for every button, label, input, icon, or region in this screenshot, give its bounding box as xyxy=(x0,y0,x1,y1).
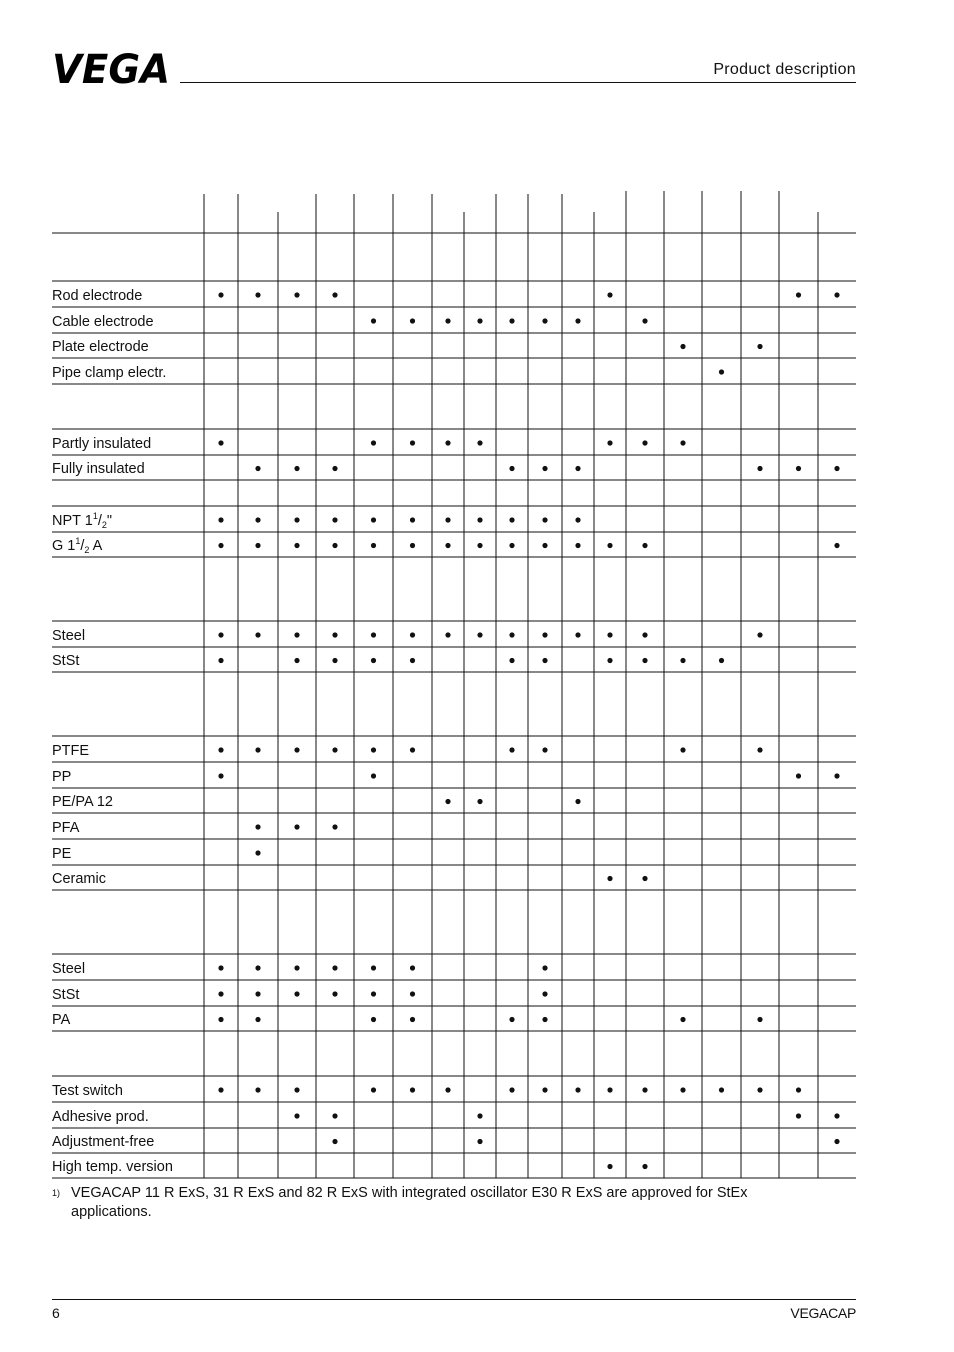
table-mark-dot xyxy=(218,440,223,445)
table-mark-dot xyxy=(542,632,547,637)
table-mark-dot xyxy=(509,658,514,663)
table-mark-dot xyxy=(575,466,580,471)
row-label: PE xyxy=(52,846,72,862)
table-mark-dot xyxy=(371,658,376,663)
table-mark-dot xyxy=(410,318,415,323)
table-mark-dot xyxy=(542,991,547,996)
row-label: Plate electrode xyxy=(52,339,149,355)
row-label: Cable electrode xyxy=(52,314,154,330)
table-mark-dot xyxy=(371,318,376,323)
table-mark-dot xyxy=(607,292,612,297)
table-mark-dot xyxy=(294,632,299,637)
table-mark-dot xyxy=(834,1113,839,1118)
table-mark-dot xyxy=(371,517,376,522)
table-mark-dot xyxy=(218,1017,223,1022)
table-mark-dot xyxy=(575,543,580,548)
table-mark-dot xyxy=(607,1087,612,1092)
footnote xyxy=(52,1184,832,1222)
row-label: Steel xyxy=(52,961,86,977)
table-mark-dot xyxy=(332,632,337,637)
table-mark-dot xyxy=(294,747,299,752)
row-label: PA xyxy=(52,1012,71,1028)
table-mark-dot xyxy=(477,1113,482,1118)
table-mark-dot xyxy=(542,318,547,323)
table-mark-dot xyxy=(371,965,376,970)
table-mark-dot xyxy=(509,543,514,548)
table-mark-dot xyxy=(796,773,801,778)
table-mark-dot xyxy=(332,824,337,829)
table-mark-dot xyxy=(255,991,260,996)
table-mark-dot xyxy=(332,543,337,548)
table-mark-dot xyxy=(542,658,547,663)
table-mark-dot xyxy=(255,466,260,471)
table-mark-dot xyxy=(445,517,450,522)
table-mark-dot xyxy=(410,440,415,445)
table-mark-dot xyxy=(509,747,514,752)
table-mark-dot xyxy=(477,318,482,323)
table-mark-dot xyxy=(410,747,415,752)
table-mark-dot xyxy=(371,1017,376,1022)
table-mark-dot xyxy=(542,517,547,522)
table-row-labels xyxy=(52,288,173,1175)
table-mark-dot xyxy=(719,1087,724,1092)
table-mark-dot xyxy=(509,318,514,323)
table-mark-dot xyxy=(218,658,223,663)
table-mark-dot xyxy=(642,876,647,881)
table-mark-dot xyxy=(332,292,337,297)
table-mark-dot xyxy=(477,543,482,548)
table-mark-dot xyxy=(509,1017,514,1022)
row-label: PP xyxy=(52,769,72,785)
table-mark-dot xyxy=(371,773,376,778)
table-mark-dot xyxy=(294,292,299,297)
row-label: High temp. version xyxy=(52,1159,173,1175)
table-mark-dot xyxy=(332,747,337,752)
table-mark-dot xyxy=(410,991,415,996)
table-mark-dot xyxy=(410,965,415,970)
row-label: Test switch xyxy=(52,1083,123,1099)
table-mark-dot xyxy=(218,517,223,522)
table-mark-dot xyxy=(218,543,223,548)
table-mark-dot xyxy=(371,440,376,445)
table-mark-dot xyxy=(255,632,260,637)
row-label: Partly insulated xyxy=(52,436,152,452)
table-mark-dot xyxy=(607,543,612,548)
table-mark-dot xyxy=(796,466,801,471)
row-label: Steel xyxy=(52,628,86,644)
table-mark-dot xyxy=(542,466,547,471)
table-mark-dot xyxy=(509,466,514,471)
table-mark-dot xyxy=(757,1017,762,1022)
table-mark-dot xyxy=(642,1164,647,1169)
table-mark-dot xyxy=(834,1139,839,1144)
table-mark-dot xyxy=(371,1087,376,1092)
logo-text: VEGA xyxy=(52,50,170,86)
table-mark-dot xyxy=(255,965,260,970)
row-label: PFA xyxy=(52,820,80,836)
table-mark-dot xyxy=(332,658,337,663)
table-mark-dot xyxy=(255,747,260,752)
table-mark-dot xyxy=(218,773,223,778)
table-mark-dot xyxy=(834,466,839,471)
table-mark-dot xyxy=(294,466,299,471)
row-label: Adjustment-free xyxy=(52,1134,155,1150)
table-mark-dot xyxy=(542,543,547,548)
table-mark-dot xyxy=(371,632,376,637)
table-mark-dot xyxy=(796,1113,801,1118)
row-label: PTFE xyxy=(52,743,90,759)
footer-rule xyxy=(52,1299,856,1300)
row-label: G $1^1/_2$ A xyxy=(52,536,103,555)
table-mark-dot xyxy=(757,344,762,349)
table-mark-dot xyxy=(757,1087,762,1092)
table-mark-dot xyxy=(410,658,415,663)
table-mark-dot xyxy=(332,1113,337,1118)
table-mark-dot xyxy=(834,543,839,548)
table-mark-dot xyxy=(410,543,415,548)
table-mark-dot xyxy=(255,824,260,829)
table-mark-dot xyxy=(642,632,647,637)
table-mark-dot xyxy=(575,1087,580,1092)
table-mark-dot xyxy=(477,632,482,637)
table-mark-dot xyxy=(834,292,839,297)
table-mark-dot xyxy=(642,658,647,663)
table-mark-dot xyxy=(255,850,260,855)
table-mark-dot xyxy=(445,543,450,548)
footnote-marker: 1) xyxy=(52,1188,61,1198)
table-mark-dot xyxy=(719,658,724,663)
table-mark-dot xyxy=(607,632,612,637)
table-mark-dot xyxy=(294,991,299,996)
table-mark-dot xyxy=(542,965,547,970)
table-mark-dot xyxy=(255,1087,260,1092)
table-mark-dot xyxy=(371,747,376,752)
table-mark-dot xyxy=(332,1139,337,1144)
row-label: Pipe clamp electr. xyxy=(52,365,167,381)
row-label: Fully insulated xyxy=(52,461,145,477)
table-mark-dot xyxy=(255,543,260,548)
table-mark-dot xyxy=(642,543,647,548)
table-mark-dot xyxy=(680,658,685,663)
table-mark-dot xyxy=(294,824,299,829)
table-mark-dot xyxy=(834,773,839,778)
table-mark-dot xyxy=(575,517,580,522)
table-mark-dot xyxy=(218,965,223,970)
table-mark-dot xyxy=(642,440,647,445)
table-mark-dot xyxy=(332,965,337,970)
table-mark-dot xyxy=(542,1017,547,1022)
table-mark-dot xyxy=(680,747,685,752)
table-mark-dot xyxy=(371,991,376,996)
table-mark-dot xyxy=(575,318,580,323)
table-mark-dot xyxy=(542,1087,547,1092)
table-mark-dot xyxy=(218,991,223,996)
table-mark-dot xyxy=(294,543,299,548)
table-mark-dot xyxy=(410,632,415,637)
table-mark-dot xyxy=(218,632,223,637)
table-mark-dot xyxy=(509,632,514,637)
table-mark-dot xyxy=(757,466,762,471)
row-label: PE/PA 12 xyxy=(52,794,113,810)
page-number: 6 xyxy=(52,1305,60,1321)
row-label: StSt xyxy=(52,987,80,1003)
table-mark-dot xyxy=(680,440,685,445)
table-mark-dot xyxy=(680,1087,685,1092)
table-mark-dot xyxy=(218,747,223,752)
table-mark-dot xyxy=(445,632,450,637)
table-mark-dot xyxy=(410,1087,415,1092)
table-mark-dot xyxy=(642,318,647,323)
table-mark-dot xyxy=(332,991,337,996)
row-label: StSt xyxy=(52,653,80,669)
table-mark-dot xyxy=(371,543,376,548)
row-label: NPT $1^1/_2$" xyxy=(52,511,113,530)
footnote-text: VEGACAP 11 R ExS, 31 R ExS and 82 R ExS with integrated oscillator E30 R ExS are approved for StEx applications. xyxy=(71,1185,748,1220)
table-mark-dot xyxy=(796,1087,801,1092)
table-mark-dot xyxy=(294,965,299,970)
table-grid-lines xyxy=(52,191,856,1178)
table-mark-dot xyxy=(757,632,762,637)
table-mark-dot xyxy=(719,369,724,374)
table-marks xyxy=(218,292,839,1169)
row-label: Adhesive prod. xyxy=(52,1109,149,1125)
table-mark-dot xyxy=(477,440,482,445)
table-mark-dot xyxy=(445,318,450,323)
row-label: Ceramic xyxy=(52,871,106,887)
table-mark-dot xyxy=(410,1017,415,1022)
table-mark-dot xyxy=(294,1087,299,1092)
table-mark-dot xyxy=(445,1087,450,1092)
table-mark-dot xyxy=(509,517,514,522)
table-mark-dot xyxy=(542,747,547,752)
table-mark-dot xyxy=(607,658,612,663)
table-mark-dot xyxy=(477,1139,482,1144)
table-mark-dot xyxy=(294,517,299,522)
table-mark-dot xyxy=(607,1164,612,1169)
table-mark-dot xyxy=(410,517,415,522)
table-mark-dot xyxy=(477,799,482,804)
table-mark-dot xyxy=(680,344,685,349)
table-mark-dot xyxy=(332,466,337,471)
table-mark-dot xyxy=(218,1087,223,1092)
table-mark-dot xyxy=(218,292,223,297)
table-mark-dot xyxy=(642,1087,647,1092)
table-mark-dot xyxy=(332,517,337,522)
table-mark-dot xyxy=(255,1017,260,1022)
table-mark-dot xyxy=(509,1087,514,1092)
table-mark-dot xyxy=(445,440,450,445)
footer-product-name: VEGACAP xyxy=(790,1305,856,1321)
table-mark-dot xyxy=(607,440,612,445)
table-mark-dot xyxy=(607,876,612,881)
row-label: Rod electrode xyxy=(52,288,143,304)
table-mark-dot xyxy=(680,1017,685,1022)
table-mark-dot xyxy=(445,799,450,804)
table-mark-dot xyxy=(477,517,482,522)
table-mark-dot xyxy=(757,747,762,752)
section-title: Product description xyxy=(713,61,856,78)
table-mark-dot xyxy=(575,632,580,637)
table-mark-dot xyxy=(255,517,260,522)
table-mark-dot xyxy=(294,1113,299,1118)
table-mark-dot xyxy=(796,292,801,297)
table-mark-dot xyxy=(294,658,299,663)
table-mark-dot xyxy=(255,292,260,297)
table-mark-dot xyxy=(575,799,580,804)
